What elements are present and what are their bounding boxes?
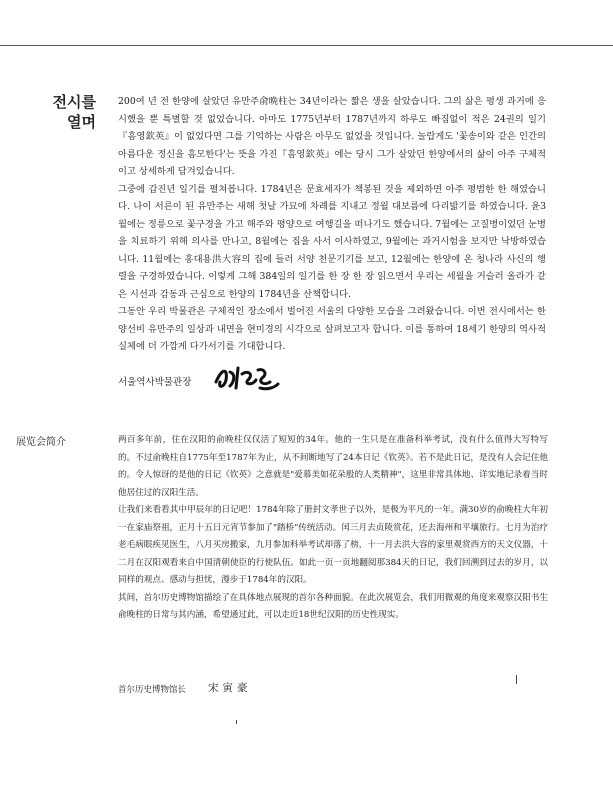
scan-speck: [236, 720, 237, 724]
korean-paragraph: 그중에 갑진년 일기를 펼쳐봅니다. 1784년은 문효세자가 책봉된 것을 제외하면 아주 평범한 한 해였습니다. 나이 서른이 된 유만주는 새해 첫날 가묘에 차례를 지내고 정월 대보름에 다리밟기를 하였습니다. 윤3월에는 정릉으로 꽃구경을 가고 해주와 평양으로 여행길을 떠나기도 했습니다. 7월에는 고질병이었던 눈병을 치료하기 위해 의사를 만나고, 8월에는 집을 사서 이사하였고, 9월에는 과거시험을 보지만 낙방하였습니다. 11월에는 홍대용洪大容의 집에 들러 서양 천문기기를 보고, 12월에는 한양에 온 청나라 사신의 행렬을 구경하였습니다. 이렇게 그해 384일의 일기를 한 장 한 장 읽으면서 우리는 세월을 거슬러 올라가 같은 시선과 감동과 근심으로 한양의 1784년을 산책합니다.: [118, 183, 546, 300]
korean-body: [118, 93, 546, 356]
chinese-paragraph: 其间，首尔历史博物馆描绘了在具体地点展现的首尔各种面貌。在此次展览会，我们用微观的角度来观察汉阳书生俞晚柱的日常与其内涵，希望通过此，可以走近18世纪汉阳的历史性现实。: [118, 592, 548, 620]
korean-paragraph: 200여 년 전 한양에 살았던 유만주俞晩柱는 34년이라는 짧은 생을 살았습니다. 그의 삶은 평생 과거에 응시했을 뿐 특별할 것 없었습니다. 아마도 1775년부터 1787년까지 하루도 빠짐없이 적은 24권의 일기『흠영欽英』이 없었다면 그를 기억하는 사람은 아무도 없었을 것입니다. 놀랍게도 '꽃송이와 같은 인간의 아름다운 정신을 흠모한다'는 뜻을 가진『흠영欽英』에는 당시 그가 살았던 한양에서의 삶이 아주 구체적이고 상세하게 담겨있습니다.: [118, 96, 546, 177]
korean-heading-line2: 열며: [67, 113, 96, 131]
korean-paragraph: 그동안 우리 박물관은 구체적인 장소에서 벌어진 서울의 다양한 모습을 그려왔습니다. 이번 전시에서는 한양선비 유만주의 일상과 내면을 현미경의 시각으로 살펴보고자 합니다. 이를 통하여 18세기 한양의 역사적 실체에 더 가깝게 다가서기를 기대합니다.: [118, 306, 546, 352]
chinese-paragraph: 让我们来看看其中甲辰年的日记吧！1784年除了册封文孝世子以外，是极为平凡的一年。满30岁的俞晚柱大年初一在家庙祭祖，正月十五日元宵节参加了"踏桥"传统活动。闰三月去贞陵赏花，还去海州和平壤旅行。七月为治疗老毛病眼疾见医生，八月买房搬家，九月参加科举考试却落了榜，十一月去洪大容的家里观赏西方的天文仪器，十二月在汉阳观看来自中国清朝使臣的行使队伍。如此一页一页地翻阅那384天的日记，我们回溯到过去的岁月，以同样的观点、感动与担忧，漫步于1784年的汉阳。: [118, 505, 548, 585]
korean-heading: [0, 92, 96, 132]
handwritten-signature: [212, 360, 282, 394]
chinese-signatory-name: 宋寅豪: [208, 682, 252, 694]
top-rule: [0, 45, 613, 46]
scan-speck: [516, 675, 517, 684]
chinese-body: [118, 432, 548, 625]
chinese-heading: 展览会简介: [16, 437, 66, 448]
chinese-paragraph: 两百多年前，住在汉阳的俞晚柱仅仅活了短短的34年。他的一生只是在准备科举考试，没有什么值得大写特写的。不过俞晚柱自1775年至1787年为止，从不间断地写了24本日记《钦英》。若不是此日记，是没有人会记住他的。令人惊讶的是他的日记《钦英》之意就是"爱慕美如花朵般的人类精神"，这里非常具体地、详实地记录着当时他居住过的汉阳生活。: [118, 435, 548, 498]
chinese-signatory-title: 首尔历史博物馆长: [118, 685, 187, 695]
korean-heading-line1: 전시를: [52, 93, 96, 111]
korean-signatory-title: 서울역사박물관장: [118, 377, 192, 388]
